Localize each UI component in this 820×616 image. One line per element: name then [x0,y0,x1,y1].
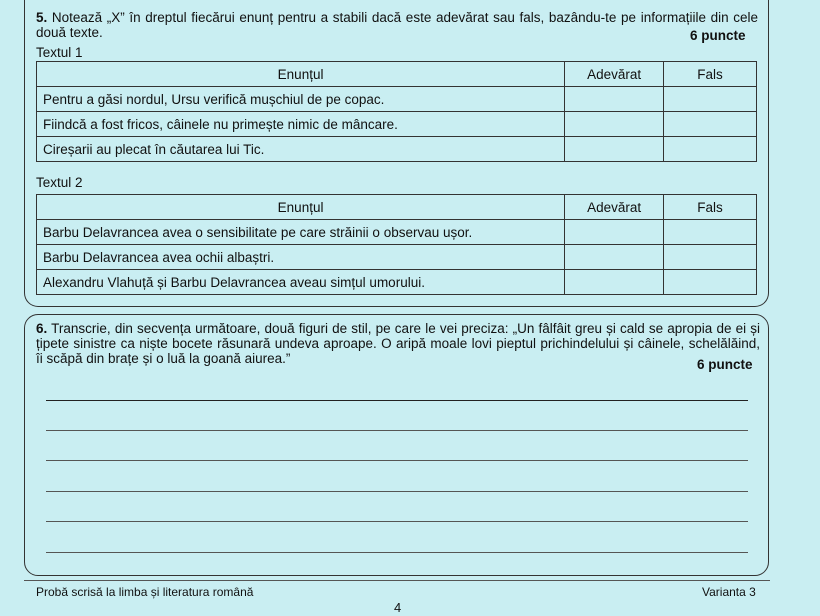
answer-line[interactable] [46,430,748,431]
table-row [37,220,757,245]
false-checkbox-cell[interactable] [664,270,757,295]
question-6-number: 6. [36,321,48,336]
answer-line[interactable] [46,521,748,522]
answer-line[interactable] [46,400,748,401]
statement-cell: Pentru a găsi nordul, Ursu verifică mușchiul de pe copac. [37,87,565,112]
table-row [37,245,757,270]
header-statement: Enunțul [37,195,565,220]
answer-line[interactable] [46,552,748,553]
question-6-points: 6 puncte [697,357,753,372]
table-row [37,112,757,137]
statement-cell: Barbu Delavrancea avea ochii albaștri. [37,245,565,270]
true-checkbox-cell[interactable] [565,270,664,295]
question-5-instruction: Notează „X” în dreptul fiecărui enunț pentru a stabili dacă este adevărat sau fals, bazându-te pe informațiile din cele două texte. [36,10,758,40]
false-checkbox-cell[interactable] [664,87,757,112]
statement-cell: Fiindcă a fost fricos, câinele nu primește nimic de mâncare. [37,112,565,137]
page-number: 4 [394,600,402,615]
question-5-points: 6 puncte [690,28,746,43]
table-row [37,137,757,162]
question-6-text [36,321,760,366]
true-checkbox-cell[interactable] [565,220,664,245]
header-false: Fals [664,195,757,220]
question-5-number: 5. [36,10,48,25]
true-checkbox-cell[interactable] [565,137,664,162]
answer-line[interactable] [46,460,748,461]
false-checkbox-cell[interactable] [664,220,757,245]
text1-label: Textul 1 [36,45,83,60]
footer-subject: Probă scrisă la limba și literatura română [36,585,254,599]
table-text2 [36,194,757,295]
false-checkbox-cell[interactable] [664,245,757,270]
text2-label: Textul 2 [36,175,83,190]
table-row [37,87,757,112]
question-6-instruction: Transcrie, din secvența următoare, două figuri de stil, pe care le vei preciza: „Un fâlfâit greu și cald se apropia de ei și țipete sinistre ca niște bocete răsunară undeva aproape. O aripă moale lovi pieptul prichindelului și câinele, schelălăind, îi scăpă din brațe și o luă la goană aiurea.” [36,321,760,366]
statement-cell: Cireșarii au plecat în căutarea lui Tic. [37,137,565,162]
true-checkbox-cell[interactable] [565,245,664,270]
question-5-text [36,10,758,40]
footer-divider [24,580,770,581]
answer-line[interactable] [46,491,748,492]
statement-cell: Barbu Delavrancea avea o sensibilitate pe care străinii o observau ușor. [37,220,565,245]
footer-variant: Varianta 3 [702,585,756,599]
table-header-row [37,195,757,220]
header-true: Adevărat [565,195,664,220]
true-checkbox-cell[interactable] [565,87,664,112]
true-checkbox-cell[interactable] [565,112,664,137]
header-false: Fals [664,62,757,87]
header-statement: Enunțul [37,62,565,87]
table-row [37,270,757,295]
table-header-row [37,62,757,87]
false-checkbox-cell[interactable] [664,112,757,137]
statement-cell: Alexandru Vlahuță și Barbu Delavrancea aveau simțul umorului. [37,270,565,295]
false-checkbox-cell[interactable] [664,137,757,162]
header-true: Adevărat [565,62,664,87]
table-text1 [36,61,757,162]
